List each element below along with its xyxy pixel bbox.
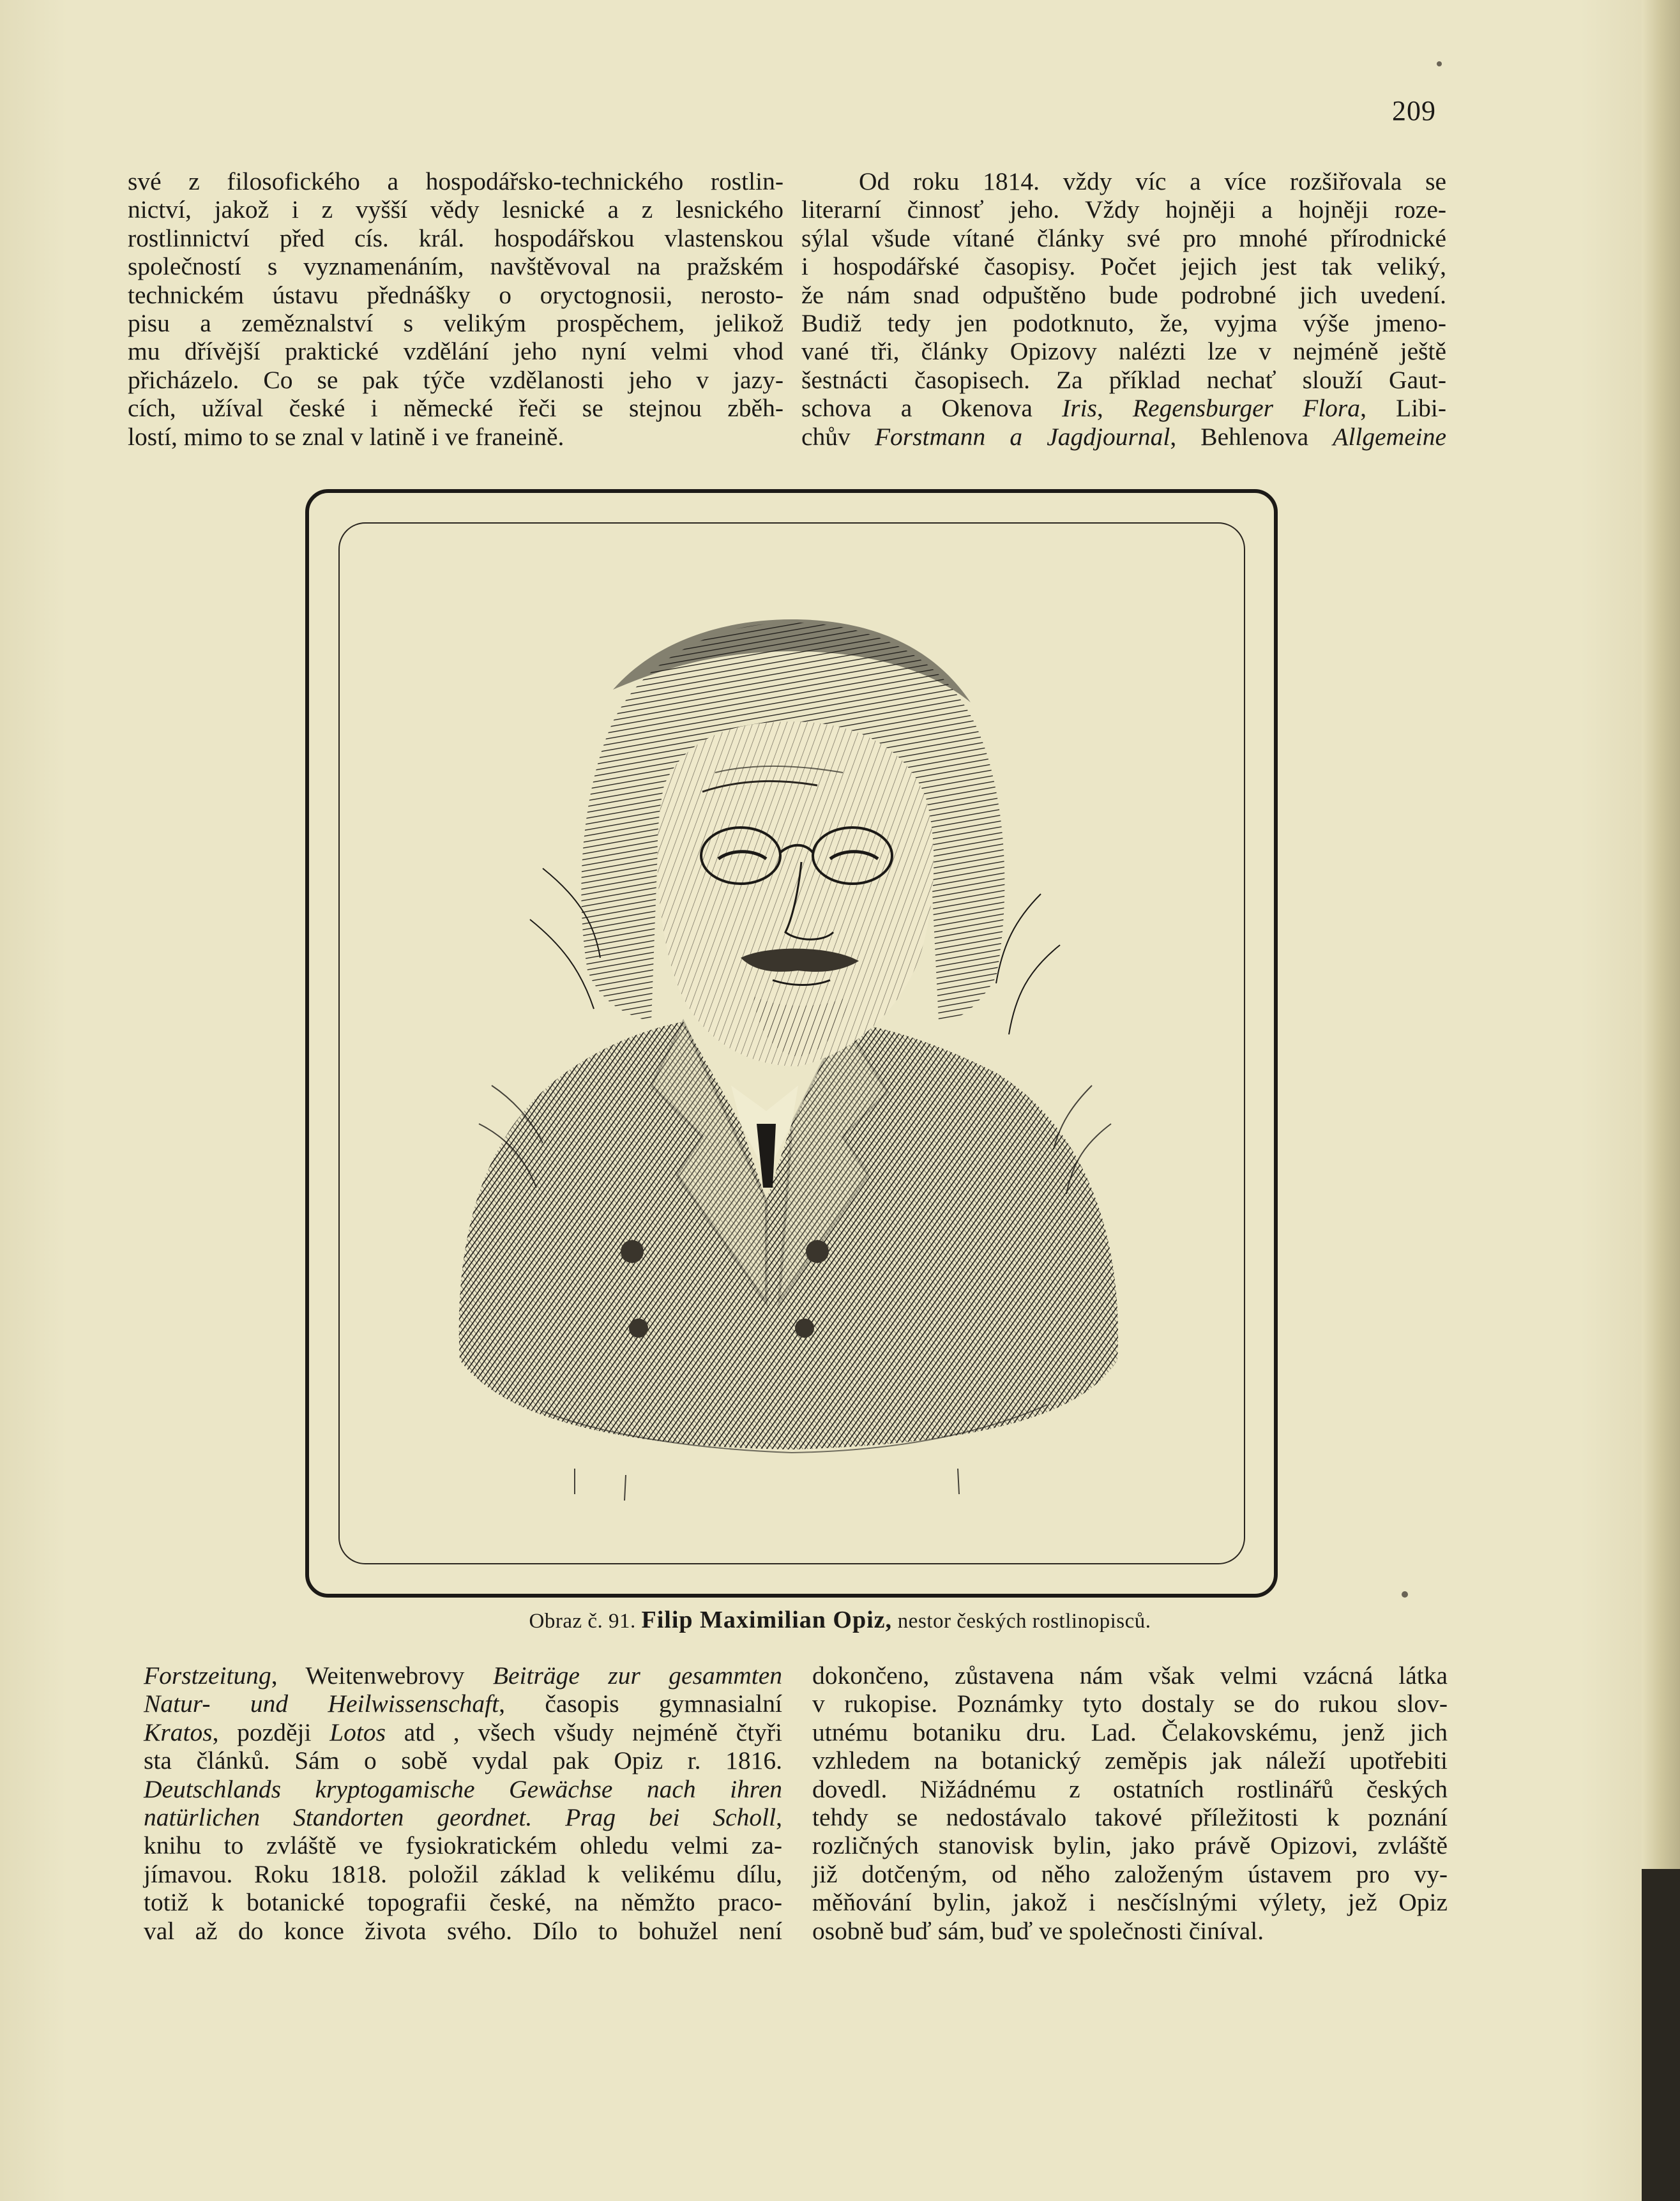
text-line: totiž k botanické topografii české, na němžto praco- — [144, 1888, 782, 1917]
text-line: mu dřívější praktické vzdělání jeho nyní velmi vhod — [128, 337, 783, 366]
text-line: technickém ústavu přednášky o oryctognosii, nerosto- — [128, 280, 783, 309]
text-line: Od roku 1814. vždy víc a více rozšiřovala se — [859, 167, 1446, 195]
text-line: společností s vyznamenáním, navštěvoval na pražském — [128, 252, 783, 281]
portrait-engraving — [383, 562, 1207, 1532]
paper-speck — [1402, 1591, 1408, 1598]
text-line: utnému botaniku dru. Lad. Čelakovskému, jenž jich — [812, 1718, 1448, 1746]
text-line: pisu a zeměznalství s velikým prospěchem, jelikož — [128, 309, 783, 338]
journal-title: Lotos — [329, 1718, 386, 1746]
text-span: , — [776, 1803, 782, 1832]
book-title: natürlichen Standorten geordnet. Prag bei Scholl — [144, 1803, 776, 1832]
book-title: Deutschlands kryptogamische Gewächse nach ihren — [144, 1774, 782, 1803]
text-line: dokončeno, zůstavena nám však velmi vzácná látka — [812, 1661, 1448, 1690]
caption-suffix: nestor českých rostlinopisců. — [897, 1610, 1151, 1633]
text-line: sýlal všude vítané články své pro mnohé přírodnické — [801, 223, 1446, 252]
text-line: nictví, jakož i z vyšší vědy lesnické a z lesnického — [128, 195, 783, 224]
text-line: již dotčeným, od něho založeným ústavem pro vy- — [812, 1859, 1448, 1888]
face — [658, 722, 934, 1066]
text-span: , Behlenova — [1170, 422, 1333, 451]
text-line — [144, 1661, 782, 1690]
text-line: své z filosofického a hospodářsko-technického rostlin- — [128, 167, 783, 195]
text-span: atd , všech všudy nejméně čtyři — [386, 1718, 783, 1746]
text-line — [801, 423, 1446, 451]
bottom-right-column — [812, 1661, 1448, 1945]
journal-title: Forstmann a Jagdjournal — [874, 422, 1170, 451]
journal-title: Regensburger Flora — [1132, 394, 1361, 423]
text-span: , Weitenwebrovy — [271, 1661, 493, 1690]
text-line: literarní činnosť jeho. Vždy hojněji a hojněji roze- — [801, 195, 1446, 224]
text-line: knihu to zvláště ve fysiokratickém ohledu velmi za- — [144, 1831, 782, 1860]
journal-title: Kratos — [144, 1718, 213, 1746]
journal-title: Beiträge zur gesammten — [492, 1661, 782, 1690]
text-line: v rukopise. Poznámky tyto dostaly se do rukou slov- — [812, 1690, 1448, 1718]
journal-title: Iris — [1062, 394, 1097, 423]
text-line: i hospodářské časopisy. Počet jejich jest tak veliký, — [801, 252, 1446, 281]
text-line: Budiž tedy jen podotknuto, že, vyjma výše jmeno- — [801, 309, 1446, 338]
bottom-left-column — [144, 1661, 782, 1945]
text-span: schova a Okenova — [801, 394, 1063, 423]
text-line: jímavou. Roku 1818. položil základ k velikému dílu, — [144, 1859, 782, 1888]
caption-name: Filip Maximilian Opiz, — [641, 1607, 893, 1633]
text-line — [144, 1803, 782, 1831]
caption-prefix: Obraz č. 91. — [529, 1610, 636, 1633]
coat — [459, 1022, 1118, 1453]
text-line: cích, užíval české i německé řeči se stejnou zběh- — [128, 394, 783, 423]
text-span: , časopis gymnasialní — [499, 1690, 782, 1718]
text-line: rozličných stanovisk bylin, jako právě Opizovi, zvláště — [812, 1831, 1448, 1860]
text-line: dovedl. Nižádnému z ostatních rostlinářů českých — [812, 1774, 1448, 1803]
text-line: rostlinnictví před cís. král. hospodářskou vlastenskou — [128, 223, 783, 252]
top-right-column — [801, 167, 1446, 451]
text-line: lostí, mimo to se znal v latině i ve franeině. — [128, 422, 564, 451]
text-line — [144, 1690, 782, 1718]
text-line: přicházelo. Co se pak týče vzdělanosti jeho v jazy- — [128, 365, 783, 394]
text-line: osobně buď sám, buď ve společnosti činíval. — [812, 1916, 1264, 1945]
text-line — [801, 394, 1446, 422]
journal-title: Natur- und Heilwissenschaft — [144, 1690, 499, 1718]
text-line: že nám snad odpuštěno bude podrobné jich uvedení. — [801, 280, 1446, 309]
text-line: šestnácti časopisech. Za příklad nechať slouží Gaut- — [801, 365, 1446, 394]
text-span: , — [1096, 394, 1133, 423]
text-line — [144, 1775, 782, 1803]
journal-title: Forstzeitung — [144, 1661, 271, 1690]
text-span: , Libi- — [1360, 394, 1446, 423]
scan-background — [1642, 1869, 1680, 2201]
top-left-column — [128, 167, 783, 451]
figure-caption — [0, 1606, 1680, 1634]
text-span: , později — [212, 1718, 330, 1746]
journal-title: Allgemeine — [1333, 422, 1446, 451]
page-number: 209 — [1392, 95, 1436, 126]
text-line: tehdy se nedostávalo takové příležitosti k poznání — [812, 1803, 1448, 1832]
text-line: vzhledem na botanický zeměpis jak náleží upotřebiti — [812, 1746, 1448, 1775]
text-line: měňování bylin, jakož i nesčíslnými výlety, jež Opiz — [812, 1888, 1448, 1917]
text-line: vané tři, články Opizovy nalézti lze v nejméně ještě — [801, 337, 1446, 366]
text-line — [144, 1718, 782, 1746]
text-line: val až do konce života svého. Dílo to bohužel není — [144, 1916, 782, 1945]
text-line: sta článků. Sám o sobě vydal pak Opiz r. 1816. — [144, 1746, 782, 1775]
paper-speck — [1437, 61, 1442, 66]
text-span: chův — [801, 422, 875, 451]
